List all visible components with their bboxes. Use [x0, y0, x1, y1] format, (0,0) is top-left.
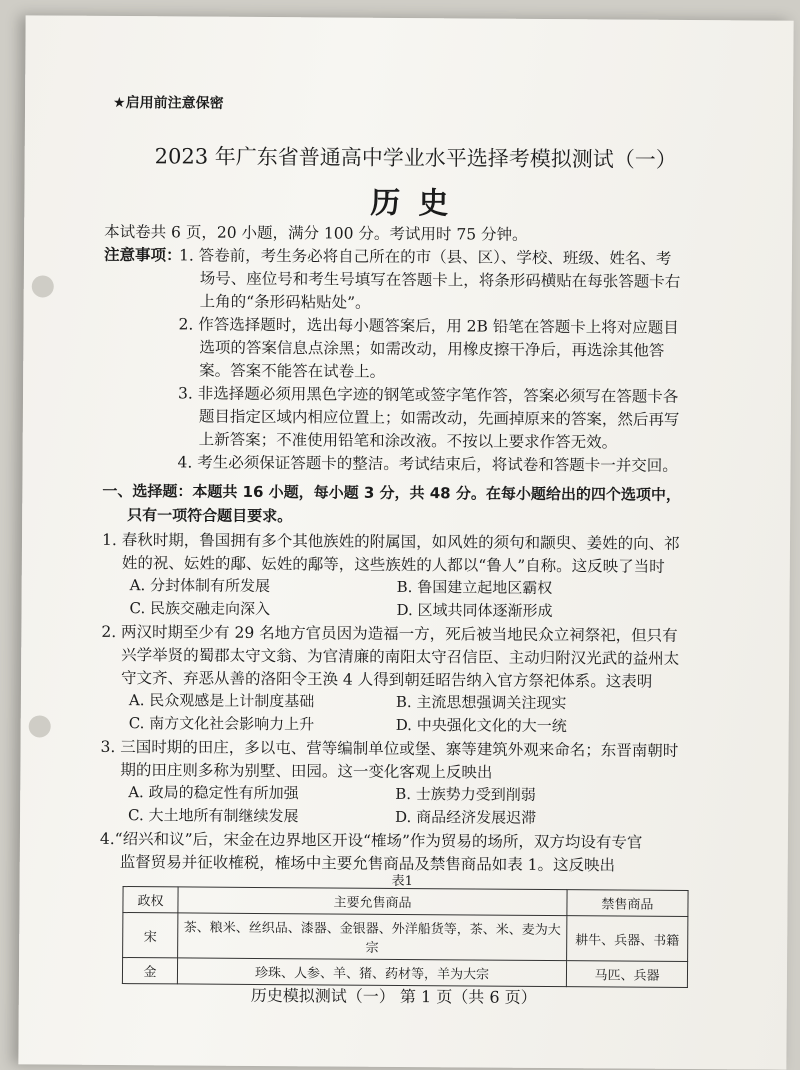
table-header-cell: 政权 [123, 887, 178, 913]
goods-table [122, 886, 689, 988]
q2-option-c: C. 南方文化社会影响力上升 [128, 714, 315, 734]
table-header-row [123, 887, 688, 917]
table-cell: 珍珠、人参、羊、猪、药材等，羊为大宗 [177, 958, 566, 987]
q1-option-c: C. 民族交融走向深入 [129, 599, 271, 619]
subject-title: 历史 [370, 185, 467, 222]
note-line: 案。答案不能答在试卷上。 [199, 361, 386, 381]
question-3-line: 期的田庄则多称为别墅、田园。这一变化客观上反映出 [120, 761, 493, 782]
table-cell: 马匹、兵器 [566, 961, 687, 988]
section-heading-cont: 只有一项符合题目要求。 [127, 506, 293, 526]
table-header-cell: 主要允售商品 [178, 887, 567, 916]
exam-paper [18, 15, 793, 1069]
intro-text: 本试卷共 6 页，20 小题，满分 100 分。考试用时 75 分钟。 [104, 222, 528, 244]
question-2-line: 兴学举贤的蜀郡太守文翁、为官清廉的南阳太守召信臣、主动归附汉光武的益州太 [121, 646, 680, 668]
table-row [122, 958, 687, 988]
note-line: 3. 非选择题必须用黑色字迹的钢笔或签字笔作答，答案必须写在答题卡各 [177, 384, 679, 406]
notes-label: 注意事项： [103, 245, 182, 265]
table-row [123, 913, 688, 962]
binder-hole [32, 275, 54, 297]
table-cell: 金 [122, 958, 177, 984]
question-2-line: 守文齐、弃恶从善的洛阳令王涣 4 人得到朝廷昭告纳入官方祭祀体系。这表明 [120, 669, 653, 691]
note-line: 场号、座位号和考生号填写在答题卡上，将条形码横贴在每张答题卡右 [199, 269, 681, 291]
note-line: 1. 答卷前，考生务必将自己所在的市（县、区）、学校、班级、姓名、考 [178, 246, 672, 268]
q1-option-a: A. 分封体制有所发展 [129, 576, 271, 596]
note-line: 4. 考生必须保证答题卡的整洁。考试结束后，将试卷和答题卡一并交回。 [177, 453, 678, 475]
question-3-line: 3. 三国时期的田庄，多以屯、营等编制单位或堡、寨等建筑外观来命名；东晋南朝时 [100, 737, 679, 760]
note-line: 上角的“条形码粘贴处”。 [199, 292, 371, 312]
table-cell: 茶、粮米、丝织品、漆器、金银器、外洋船货等，茶、米、麦为大宗 [178, 913, 567, 961]
table-cell: 耕牛、兵器、书籍 [567, 916, 688, 962]
table-cell: 宋 [123, 913, 178, 958]
note-line: 题目指定区域内相应位置上；如需改动，先画掉原来的答案，然后再写 [198, 407, 680, 429]
question-4-line: 4.“绍兴和议”后，宋金在边界地区开设“榷场”作为贸易的场所，双方均设有专官 [99, 829, 643, 852]
q3-option-d: D. 商品经济发展迟滞 [395, 807, 537, 827]
note-line: 2. 作答选择题时，选出每小题答案后，用 2B 铅笔在答题卡上将对应题目 [178, 315, 679, 337]
table-caption: 表1 [391, 873, 413, 890]
q3-option-b: B. 士族势力受到削弱 [395, 784, 536, 804]
exam-title: 2023 年广东省普通高中学业水平选择考模拟测试（一） [154, 144, 677, 172]
q1-option-d: D. 区域共同体逐渐形成 [396, 600, 553, 621]
q3-option-c: C. 大土地所有制继续发展 [128, 806, 299, 826]
note-line: 上新答案；不准使用铅笔和涂改液。不按以上要求作答无效。 [198, 430, 618, 452]
question-4-line: 监督贸易并征收榷税，榷场中主要允售商品及禁售商品如表 1。这反映出 [119, 853, 616, 875]
confidential-label: ★启用前注意保密 [113, 94, 224, 112]
table-header-cell: 禁售商品 [567, 890, 688, 917]
note-line: 选项的答案信息点涂黑；如需改动，用橡皮擦干净后，再选涂其他答 [199, 338, 665, 360]
question-1-line: 1. 春秋时期，鲁国拥有多个其他族姓的附属国，如风姓的须句和颛臾、姜姓的向、祁 [101, 530, 680, 553]
q2-option-a: A. 民众观感是上计制度基础 [128, 691, 315, 711]
question-2-line: 2. 两汉时期至少有 29 名地方官员因为造福一方，死后被当地民众立祠祭祀，但只有 [101, 622, 678, 645]
page-footer: 历史模拟测试（一） 第 1 页（共 6 页） [250, 985, 537, 1007]
q1-option-b: B. 鲁国建立起地区霸权 [396, 577, 553, 598]
q2-option-d: D. 中央强化文化的大一统 [395, 715, 567, 736]
binder-hole [29, 715, 51, 737]
q2-option-b: B. 主流思想强调关注现实 [395, 692, 567, 713]
q3-option-a: A. 政局的稳定性有所加强 [128, 783, 299, 803]
section-heading: 一、选择题：本题共 16 小题，每小题 3 分，共 48 分。在每小题给出的四个选项中， [102, 481, 681, 504]
question-1-line: 姓的祝、妘姓的鄅、妘姓的鄅等，这些族姓的人都以“鲁人”自称。这反映了当时 [121, 554, 665, 576]
